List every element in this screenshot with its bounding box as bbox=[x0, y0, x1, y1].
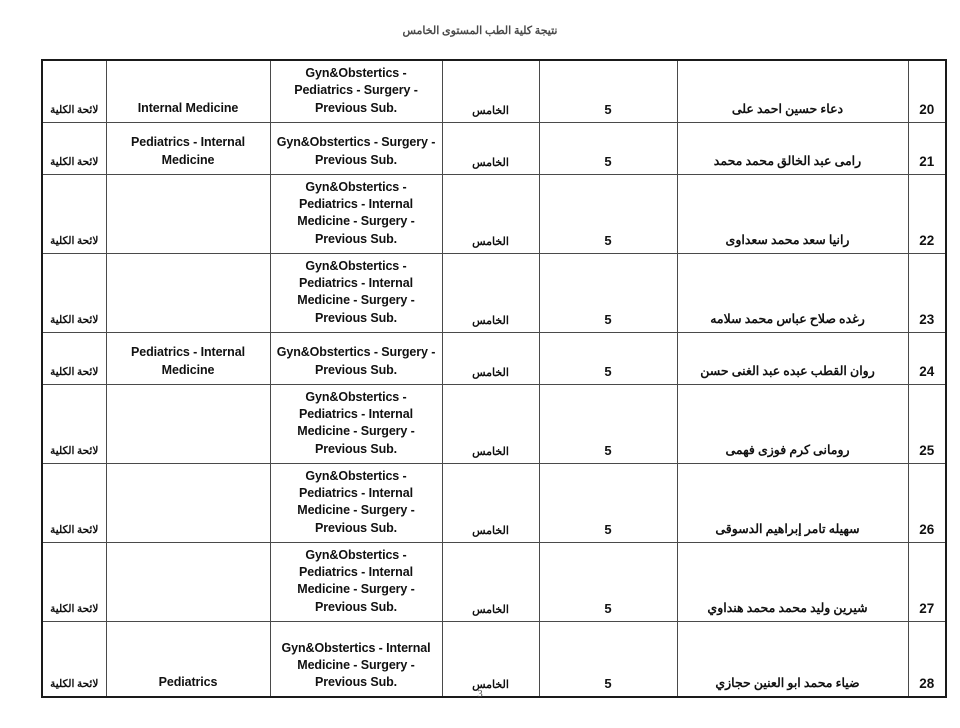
subjects-first-cell bbox=[270, 621, 442, 697]
serial-number-cell bbox=[908, 621, 946, 697]
subjects-first-cell bbox=[270, 463, 442, 542]
subject-count-cell-text: 5 bbox=[604, 521, 612, 537]
subject-count-cell-text: 5 bbox=[604, 153, 612, 169]
serial-number-cell bbox=[908, 332, 946, 384]
subject-count-cell bbox=[539, 621, 677, 697]
student-name-cell-text: رامى عبد الخالق محمد محمد bbox=[713, 153, 862, 168]
page-title: نتيجة كلية الطب المستوى الخامس bbox=[402, 25, 558, 37]
level-cell bbox=[442, 621, 539, 697]
subjects-second-cell-text bbox=[107, 323, 270, 332]
student-name-cell bbox=[677, 122, 908, 174]
level-cell bbox=[442, 332, 539, 384]
subject-count-cell bbox=[539, 384, 677, 463]
regulation-cell-text: لائحة الكلية bbox=[50, 156, 99, 168]
subjects-second-cell bbox=[106, 463, 270, 542]
subject-count-cell bbox=[539, 122, 677, 174]
subject-count-cell bbox=[539, 60, 677, 122]
serial-number-cell-text: 26 bbox=[919, 521, 935, 537]
student-name-cell bbox=[677, 60, 908, 122]
student-name-cell bbox=[677, 174, 908, 253]
serial-number-cell bbox=[908, 174, 946, 253]
subjects-second-cell bbox=[106, 174, 270, 253]
student-name-cell-text: سهيله تامر إبراهيم الدسوقى bbox=[715, 521, 860, 536]
level-cell-text: الخامس bbox=[472, 156, 509, 169]
student-name-cell-text: شيرين وليد محمد محمد هنداوي bbox=[707, 600, 868, 615]
subjects-first-cell-text: Gyn&Obstertics - Pediatrics - Internal Medicine - Surgery - Previous Sub. bbox=[297, 468, 415, 535]
subject-count-cell bbox=[539, 463, 677, 542]
subjects-first-cell-text: Gyn&Obstertics - Pediatrics - Internal Medicine - Surgery - Previous Sub. bbox=[297, 547, 415, 614]
table-row bbox=[42, 621, 946, 697]
serial-number-cell bbox=[908, 542, 946, 621]
subject-count-cell bbox=[539, 332, 677, 384]
level-cell-text: الخامس bbox=[472, 679, 509, 692]
subjects-first-cell-text: Gyn&Obstertics - Pediatrics - Internal Medicine - Surgery - Previous Sub. bbox=[297, 179, 415, 246]
subjects-first-cell bbox=[270, 332, 442, 384]
subjects-first-cell-text: Gyn&Obstertics - Pediatrics - Internal Medicine - Surgery - Previous Sub. bbox=[297, 258, 415, 325]
level-cell-text: الخامس bbox=[472, 524, 509, 537]
subjects-first-cell bbox=[270, 174, 442, 253]
student-name-cell bbox=[677, 384, 908, 463]
subject-count-cell-text: 5 bbox=[604, 311, 612, 327]
subjects-second-cell-text bbox=[107, 612, 270, 621]
subjects-second-cell bbox=[106, 122, 270, 174]
student-name-cell bbox=[677, 332, 908, 384]
subjects-first-cell bbox=[270, 60, 442, 122]
level-cell-text: الخامس bbox=[472, 235, 509, 248]
regulation-cell bbox=[42, 60, 106, 122]
table-row bbox=[42, 174, 946, 253]
subjects-second-cell bbox=[106, 542, 270, 621]
level-cell bbox=[442, 60, 539, 122]
subject-count-cell bbox=[539, 174, 677, 253]
regulation-cell bbox=[42, 542, 106, 621]
regulation-cell-text: لائحة الكلية bbox=[50, 603, 99, 615]
table-row bbox=[42, 332, 946, 384]
student-name-cell bbox=[677, 542, 908, 621]
regulation-cell-text: لائحة الكلية bbox=[50, 314, 99, 326]
regulation-cell bbox=[42, 253, 106, 332]
serial-number-cell bbox=[908, 463, 946, 542]
regulation-cell bbox=[42, 332, 106, 384]
subjects-first-cell-text: Gyn&Obstertics - Surgery - Previous Sub. bbox=[276, 345, 436, 377]
table-row bbox=[42, 253, 946, 332]
regulation-cell-text: لائحة الكلية bbox=[50, 104, 99, 116]
level-cell-text: الخامس bbox=[472, 603, 509, 616]
table-row bbox=[42, 384, 946, 463]
serial-number-cell bbox=[908, 384, 946, 463]
subjects-first-cell-text: Gyn&Obstertics - Pediatrics - Internal Medicine - Surgery - Previous Sub. bbox=[297, 389, 415, 456]
subjects-second-cell-text bbox=[107, 454, 270, 463]
serial-number-cell-text: 25 bbox=[919, 442, 935, 458]
subject-count-cell-text: 5 bbox=[604, 676, 612, 692]
level-cell-text: الخامس bbox=[472, 314, 509, 327]
subjects-second-cell-text bbox=[107, 244, 270, 253]
subjects-first-cell bbox=[270, 122, 442, 174]
subjects-first-cell-text: Gyn&Obstertics - Surgery - Previous Sub. bbox=[276, 135, 436, 167]
student-name-cell-text: رانيا سعد محمد سعداوى bbox=[725, 232, 850, 247]
regulation-cell-text: لائحة الكلية bbox=[50, 366, 99, 378]
table-row bbox=[42, 463, 946, 542]
level-cell-text: الخامس bbox=[472, 445, 509, 458]
subjects-first-cell-text: Gyn&Obstertics - Pediatrics - Surgery - Previous Sub. bbox=[294, 66, 418, 115]
subjects-first-cell-text: Gyn&Obstertics - Internal Medicine - Surgery - Previous Sub. bbox=[281, 640, 431, 689]
subject-count-cell-text: 5 bbox=[604, 363, 612, 379]
serial-number-cell-text: 22 bbox=[919, 232, 935, 248]
regulation-cell bbox=[42, 621, 106, 697]
serial-number-cell bbox=[908, 253, 946, 332]
subjects-second-cell-text bbox=[107, 533, 270, 542]
serial-number-cell-text: 21 bbox=[919, 153, 935, 169]
student-name-cell-text: رغده صلاح عباس محمد سلامه bbox=[710, 311, 865, 326]
serial-number-cell-text: 28 bbox=[919, 676, 935, 692]
student-name-cell-text: رومانى كرم فوزى فهمى bbox=[725, 442, 850, 457]
student-name-cell-text: ضياء محمد ابو العنين حجازي bbox=[715, 676, 860, 691]
results-table-body bbox=[42, 60, 946, 697]
subjects-second-cell-text: Pediatrics - Internal Medicine bbox=[131, 135, 245, 167]
level-cell bbox=[442, 542, 539, 621]
level-cell-text: الخامس bbox=[472, 104, 509, 117]
subjects-second-cell bbox=[106, 621, 270, 697]
level-cell bbox=[442, 174, 539, 253]
regulation-cell bbox=[42, 384, 106, 463]
subject-count-cell-text: 5 bbox=[604, 101, 612, 117]
regulation-cell-text: لائحة الكلية bbox=[50, 679, 99, 691]
subjects-second-cell bbox=[106, 253, 270, 332]
regulation-cell bbox=[42, 463, 106, 542]
regulation-cell bbox=[42, 122, 106, 174]
results-table-container bbox=[41, 59, 945, 698]
subjects-second-cell-text: Pediatrics - Internal Medicine bbox=[131, 345, 245, 377]
level-cell bbox=[442, 122, 539, 174]
table-row bbox=[42, 60, 946, 122]
subjects-second-cell bbox=[106, 384, 270, 463]
serial-number-cell bbox=[908, 122, 946, 174]
student-name-cell-text: روان القطب عبده عبد الغنى حسن bbox=[700, 363, 875, 378]
student-name-cell-text: دعاء حسين احمد على bbox=[731, 101, 844, 116]
student-name-cell bbox=[677, 253, 908, 332]
subject-count-cell-text: 5 bbox=[604, 600, 612, 616]
subjects-second-cell-text: Internal Medicine bbox=[137, 100, 239, 115]
subjects-first-cell bbox=[270, 542, 442, 621]
subject-count-cell bbox=[539, 253, 677, 332]
student-name-cell bbox=[677, 621, 908, 697]
subjects-first-cell bbox=[270, 384, 442, 463]
subjects-second-cell-text: Pediatrics bbox=[158, 675, 218, 689]
serial-number-cell-text: 27 bbox=[919, 600, 935, 616]
subject-count-cell-text: 5 bbox=[604, 232, 612, 248]
table-row bbox=[42, 122, 946, 174]
student-name-cell bbox=[677, 463, 908, 542]
regulation-cell-text: لائحة الكلية bbox=[50, 445, 99, 457]
level-cell bbox=[442, 384, 539, 463]
subject-count-cell-text: 5 bbox=[604, 442, 612, 458]
subjects-second-cell bbox=[106, 332, 270, 384]
regulation-cell-text: لائحة الكلية bbox=[50, 235, 99, 247]
subjects-first-cell bbox=[270, 253, 442, 332]
results-table bbox=[41, 59, 947, 698]
regulation-cell-text: لائحة الكلية bbox=[50, 524, 99, 536]
serial-number-cell-text: 20 bbox=[919, 101, 935, 117]
subject-count-cell bbox=[539, 542, 677, 621]
table-row bbox=[42, 542, 946, 621]
serial-number-cell-text: 24 bbox=[919, 363, 935, 379]
regulation-cell bbox=[42, 174, 106, 253]
page-number: 3 bbox=[477, 688, 483, 700]
level-cell bbox=[442, 463, 539, 542]
level-cell bbox=[442, 253, 539, 332]
subjects-second-cell bbox=[106, 60, 270, 122]
serial-number-cell-text: 23 bbox=[919, 311, 935, 327]
level-cell-text: الخامس bbox=[472, 366, 509, 379]
serial-number-cell bbox=[908, 60, 946, 122]
